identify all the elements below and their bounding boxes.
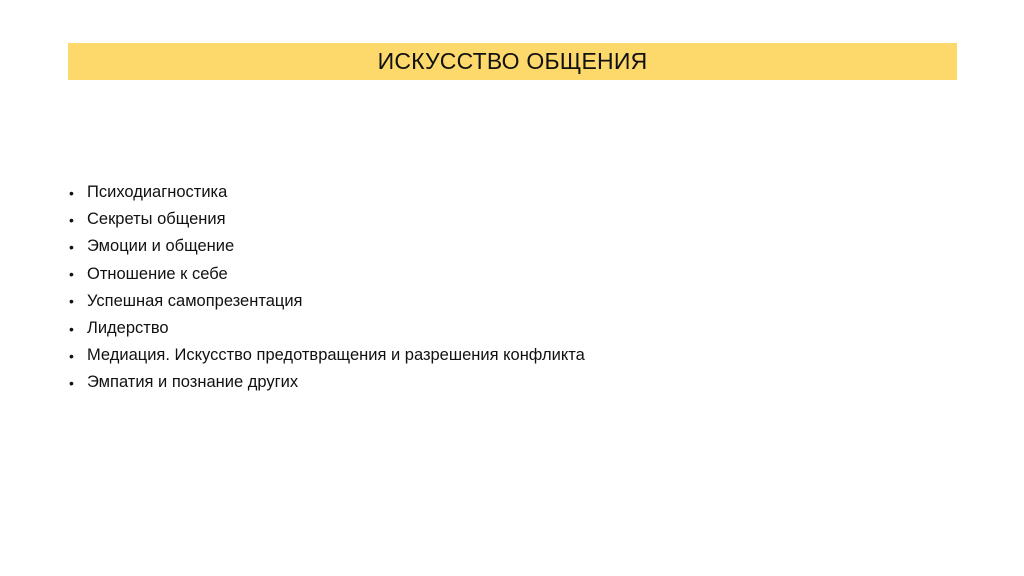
list-item <box>68 315 585 342</box>
list-item <box>68 369 585 396</box>
list-item-label: Секреты общения <box>87 210 226 229</box>
list-item <box>68 206 585 233</box>
bullet-icon: • <box>69 293 74 310</box>
title-bar <box>68 43 957 80</box>
bullet-icon: • <box>69 374 74 391</box>
list-item <box>68 179 585 206</box>
list-item <box>68 288 585 315</box>
bullet-icon: • <box>69 347 74 364</box>
bullet-icon: • <box>69 238 74 255</box>
list-item-label: Медиация. Искусство предотвращения и разрешения конфликта <box>87 346 585 365</box>
page-title: ИСКУССТВО ОБЩЕНИЯ <box>377 48 648 74</box>
list-item-label: Эмпатия и познание других <box>87 373 299 392</box>
list-item <box>68 342 585 369</box>
list-item-label: Отношение к себе <box>87 264 228 283</box>
bullet-icon: • <box>69 184 74 201</box>
list-item <box>68 233 585 260</box>
list-item-label: Лидерство <box>87 319 169 338</box>
list-item-label: Психодиагностика <box>87 183 228 202</box>
bullet-icon: • <box>69 320 74 337</box>
list-item <box>68 261 585 288</box>
bullet-icon: • <box>69 266 74 283</box>
topic-list <box>68 179 585 397</box>
list-item-label: Эмоции и общение <box>87 237 235 256</box>
bullet-icon: • <box>69 211 74 228</box>
list-item-label: Успешная самопрезентация <box>87 291 303 310</box>
